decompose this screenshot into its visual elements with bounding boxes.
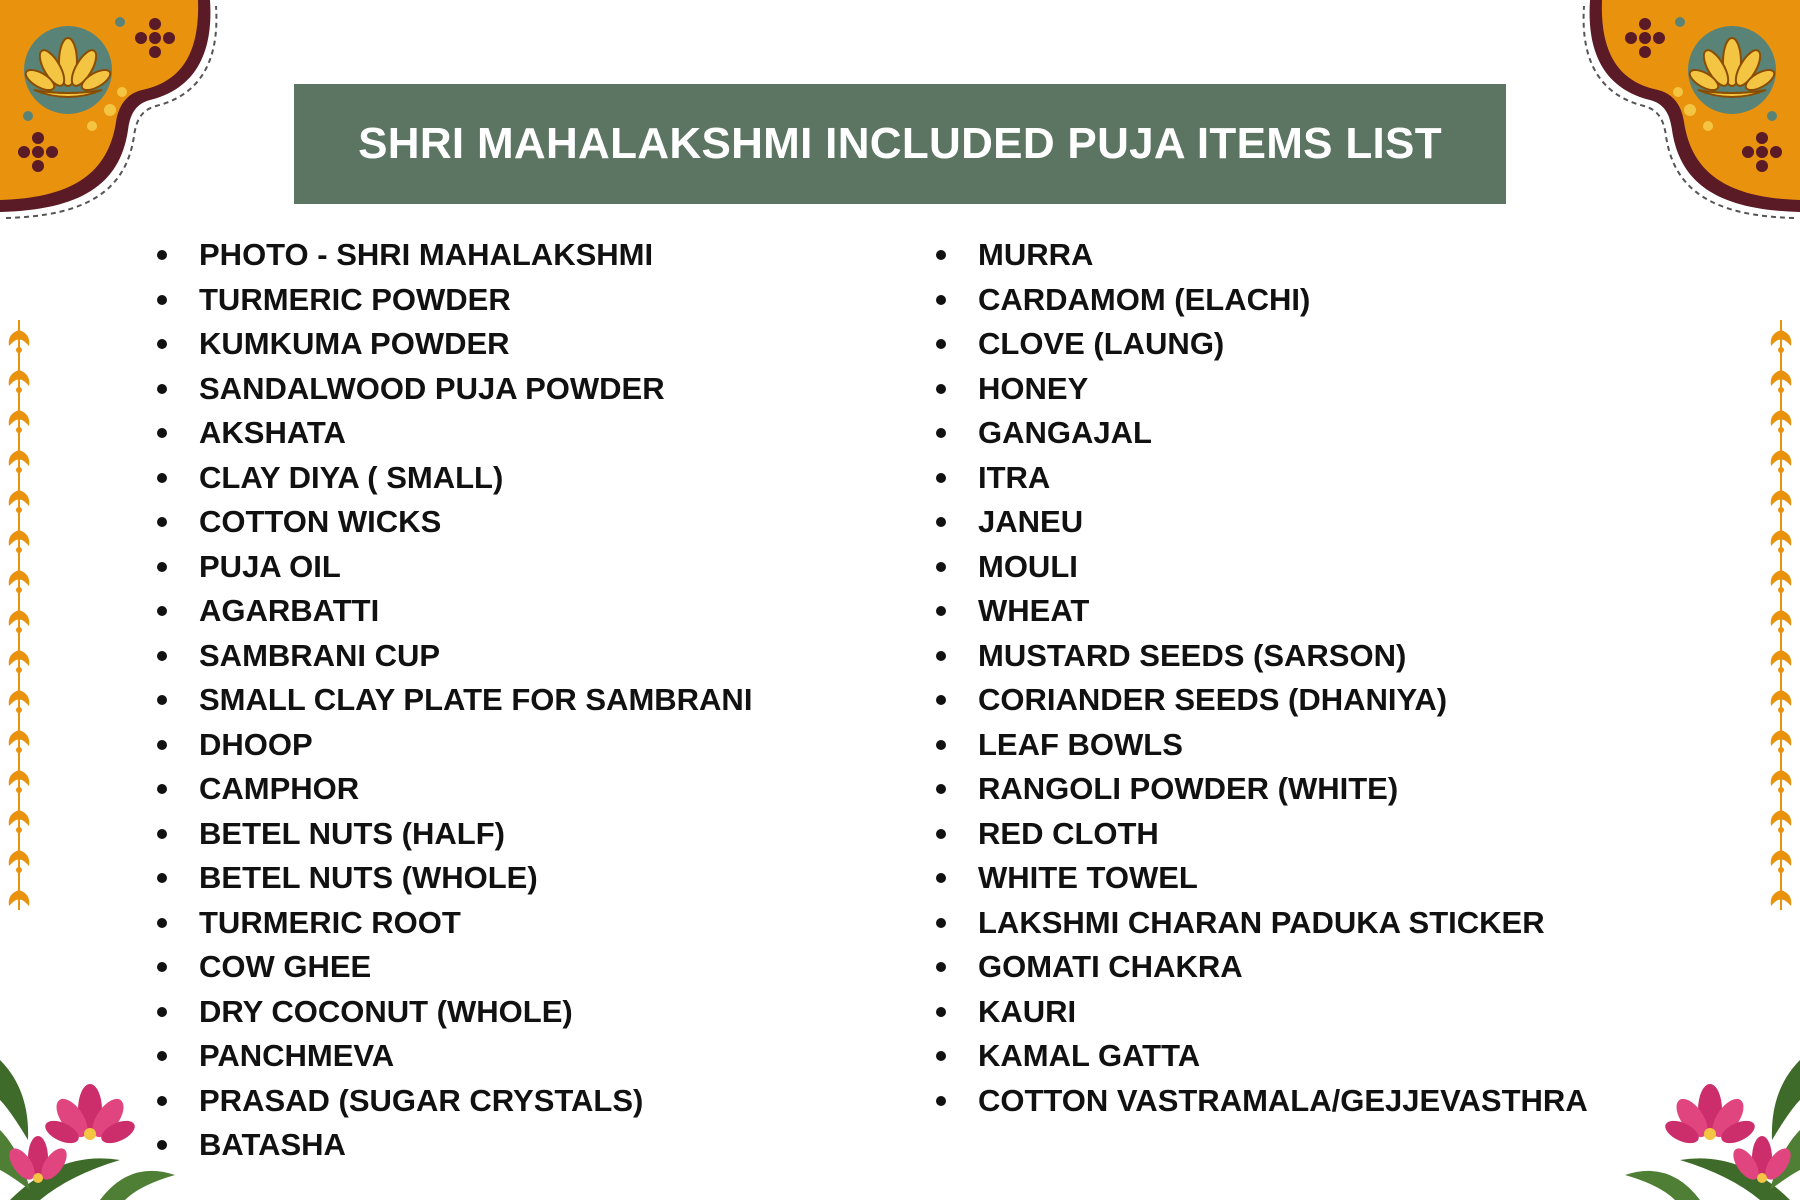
list-item-label: RED CLOTH	[978, 815, 1159, 851]
bullet-icon	[157, 384, 167, 394]
bullet-icon	[157, 1140, 167, 1150]
bullet-icon	[157, 829, 167, 839]
bullet-icon	[157, 962, 167, 972]
lotus-flower-cluster-icon	[0, 1000, 180, 1200]
list-item-label: LEAF BOWLS	[978, 726, 1183, 762]
list-item	[155, 723, 752, 768]
list-item-label: KAURI	[978, 993, 1077, 1029]
list-item-label: AKSHATA	[199, 415, 346, 450]
bullet-icon	[157, 873, 167, 883]
bullet-icon	[936, 740, 946, 750]
list-item	[934, 411, 1588, 456]
bullet-icon	[157, 651, 167, 661]
bullet-icon	[157, 695, 167, 705]
floral-vine-border-icon	[4, 320, 34, 910]
bullet-icon	[157, 428, 167, 438]
list-item	[155, 545, 752, 590]
list-item	[934, 945, 1588, 990]
list-item	[934, 1079, 1588, 1124]
list-item	[155, 500, 752, 545]
list-item-label: PANCHMEVA	[199, 1038, 395, 1073]
list-item-label: PHOTO - SHRI MAHALAKSHMI	[199, 237, 654, 272]
bullet-icon	[157, 784, 167, 794]
list-item	[934, 634, 1588, 679]
bullet-icon	[936, 651, 946, 661]
lotus-corner-icon	[1580, 0, 1800, 220]
list-item-label: GOMATI CHAKRA	[978, 949, 1243, 984]
bullet-icon	[936, 1051, 946, 1061]
list-item	[155, 767, 752, 812]
bullet-icon	[936, 873, 946, 883]
bullet-icon	[157, 295, 167, 305]
list-item-label: MUSTARD SEEDS (SARSON)	[978, 637, 1407, 673]
list-item-label: WHEAT	[978, 593, 1090, 628]
list-item-label: CAMPHOR	[199, 771, 360, 806]
list-item-label: COTTON VASTRAMALA/GEJJEVASTHRA	[978, 1082, 1588, 1118]
bullet-icon	[936, 250, 946, 260]
bullet-icon	[157, 740, 167, 750]
bullet-icon	[157, 1096, 167, 1106]
list-item-label: KAMAL GATTA	[978, 1038, 1201, 1073]
list-item	[934, 456, 1588, 501]
list-item-label: PRASAD (SUGAR CRYSTALS)	[199, 1082, 644, 1118]
list-item	[934, 678, 1588, 723]
items-list-right	[934, 233, 1588, 1123]
list-item-label: AGARBATTI	[199, 593, 380, 628]
list-item	[155, 678, 752, 723]
bullet-icon	[936, 473, 946, 483]
bullet-icon	[936, 562, 946, 572]
bullet-icon	[936, 829, 946, 839]
list-item	[934, 322, 1588, 367]
list-item-label: COW GHEE	[199, 949, 372, 984]
list-item	[934, 233, 1588, 278]
bullet-icon	[157, 562, 167, 572]
list-item	[155, 634, 752, 679]
list-item-label: DRY COCONUT (WHOLE)	[199, 993, 573, 1029]
list-item	[934, 856, 1588, 901]
list-item-label: BETEL NUTS (WHOLE)	[199, 860, 538, 895]
list-item-label: TURMERIC POWDER	[199, 281, 511, 317]
lotus-flower-cluster-icon	[1620, 1000, 1800, 1200]
list-item	[155, 990, 752, 1035]
list-item-label: HONEY	[978, 370, 1089, 406]
bullet-icon	[936, 517, 946, 527]
list-item	[934, 367, 1588, 412]
list-item-label: PUJA OIL	[199, 548, 341, 584]
list-item	[934, 990, 1588, 1035]
bullet-icon	[936, 784, 946, 794]
bullet-icon	[157, 1007, 167, 1017]
list-item-label: MURRA	[978, 237, 1094, 272]
bullet-icon	[936, 695, 946, 705]
bullet-icon	[936, 962, 946, 972]
bullet-icon	[157, 517, 167, 527]
list-item	[934, 589, 1588, 634]
list-item	[934, 767, 1588, 812]
bullet-icon	[157, 339, 167, 349]
bullet-icon	[936, 1096, 946, 1106]
list-item	[155, 456, 752, 501]
lotus-corner-icon	[0, 0, 220, 220]
list-item	[934, 812, 1588, 857]
list-item-label: SAMBRANI CUP	[199, 637, 441, 673]
list-item	[155, 411, 752, 456]
bullet-icon	[936, 428, 946, 438]
list-item-label: BETEL NUTS (HALF)	[199, 815, 505, 851]
bullet-icon	[157, 1051, 167, 1061]
list-item-label: SANDALWOOD PUJA POWDER	[199, 370, 665, 406]
bullet-icon	[157, 606, 167, 616]
list-item	[155, 856, 752, 901]
list-item	[155, 1123, 752, 1168]
list-item	[934, 278, 1588, 323]
list-item	[155, 322, 752, 367]
list-item	[155, 901, 752, 946]
list-item-label: CORIANDER SEEDS (DHANIYA)	[978, 682, 1448, 717]
bullet-icon	[157, 473, 167, 483]
page-title: SHRI MAHALAKSHMI INCLUDED PUJA ITEMS LIST	[358, 119, 1442, 168]
list-item-label: WHITE TOWEL	[978, 860, 1198, 895]
list-item-label: LAKSHMI CHARAN PADUKA STICKER	[978, 904, 1545, 940]
bullet-icon	[936, 295, 946, 305]
list-item	[934, 723, 1588, 768]
items-list-left	[155, 233, 752, 1168]
bullet-icon	[936, 384, 946, 394]
list-item	[155, 945, 752, 990]
list-item-label: CARDAMOM (ELACHI)	[978, 281, 1311, 317]
list-item-label: COTTON WICKS	[199, 504, 442, 539]
title-banner	[294, 84, 1506, 204]
list-item	[155, 233, 752, 278]
bullet-icon	[936, 1007, 946, 1017]
bullet-icon	[936, 339, 946, 349]
bullet-icon	[936, 606, 946, 616]
list-item-label: RANGOLI POWDER (WHITE)	[978, 771, 1399, 806]
list-item-label: GANGAJAL	[978, 415, 1152, 450]
bullet-icon	[157, 918, 167, 928]
list-item	[155, 1079, 752, 1124]
list-item-label: TURMERIC ROOT	[199, 904, 461, 940]
list-item-label: CLOVE (LAUNG)	[978, 326, 1225, 361]
list-item	[934, 500, 1588, 545]
list-item	[155, 1034, 752, 1079]
list-item	[155, 589, 752, 634]
list-item	[155, 367, 752, 412]
floral-vine-border-icon	[1766, 320, 1796, 910]
list-item-label: BATASHA	[199, 1127, 346, 1162]
list-item	[934, 545, 1588, 590]
list-item-label: DHOOP	[199, 726, 313, 762]
bullet-icon	[936, 918, 946, 928]
list-item	[155, 278, 752, 323]
list-item-label: SMALL CLAY PLATE FOR SAMBRANI	[199, 682, 753, 717]
list-item-label: ITRA	[978, 459, 1051, 495]
list-item-label: MOULI	[978, 548, 1078, 584]
list-item-label: CLAY DIYA ( SMALL)	[199, 459, 504, 495]
list-item	[155, 812, 752, 857]
list-item-label: JANEU	[978, 504, 1084, 539]
bullet-icon	[157, 250, 167, 260]
list-item	[934, 1034, 1588, 1079]
list-item	[934, 901, 1588, 946]
list-item-label: KUMKUMA POWDER	[199, 326, 510, 361]
